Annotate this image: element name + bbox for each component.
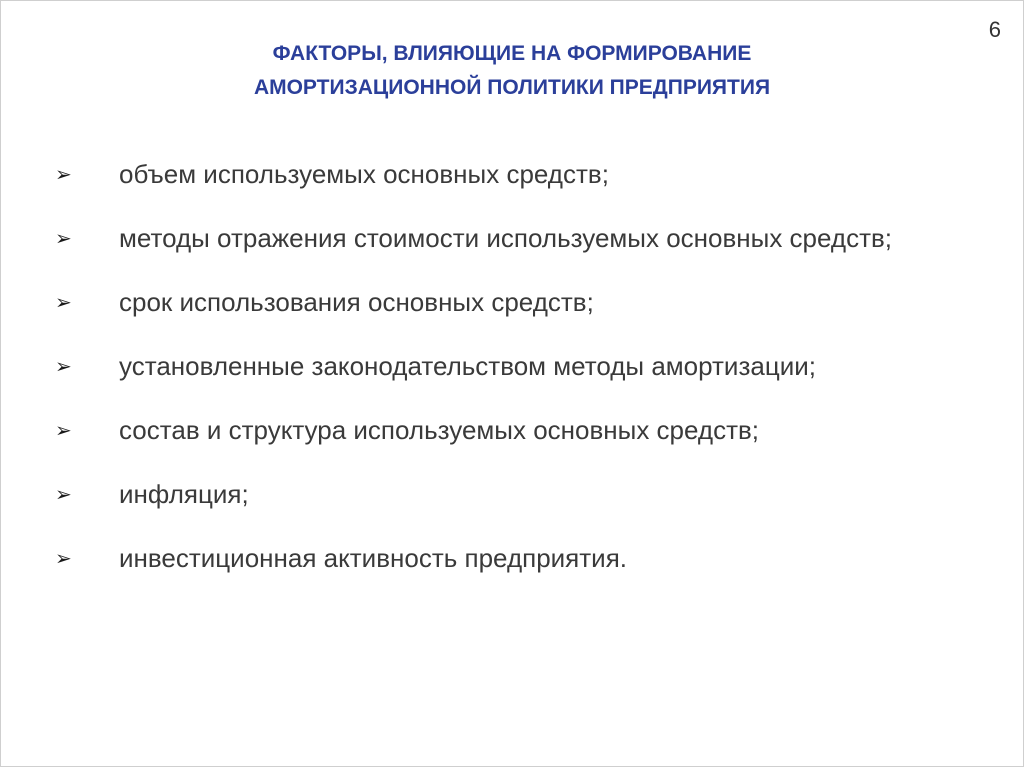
slide-title [1, 37, 1023, 105]
arrow-bullet-icon: ➢ [55, 420, 72, 442]
arrow-bullet-icon: ➢ [55, 292, 72, 314]
list-item [55, 151, 975, 198]
list-item-text: методы отражения стоимости используемых основных средств; [119, 223, 893, 253]
list-item-text: срок использования основных средств; [119, 287, 594, 317]
list-item [55, 215, 975, 262]
list-item-text: установленные законодательством методы амортизации; [119, 351, 816, 381]
title-line-2: АМОРТИЗАЦИОННОЙ ПОЛИТИКИ ПРЕДПРИЯТИЯ [253, 76, 771, 99]
list-item [55, 279, 975, 326]
list-item-text: инвестиционная активность предприятия. [119, 543, 627, 573]
arrow-bullet-icon: ➢ [55, 228, 72, 250]
arrow-bullet-icon: ➢ [55, 356, 72, 378]
factors-list [55, 151, 975, 599]
title-line-1: ФАКТОРЫ, ВЛИЯЮЩИЕ НА ФОРМИРОВАНИЕ [272, 42, 752, 65]
list-item [55, 471, 975, 518]
list-item [55, 343, 975, 390]
list-item [55, 535, 975, 582]
arrow-bullet-icon: ➢ [55, 484, 72, 506]
list-item-text: объем используемых основных средств; [119, 159, 609, 189]
list-item-text: состав и структура используемых основных средств; [119, 415, 760, 445]
list-item [55, 407, 975, 454]
page-number: 6 [988, 17, 1001, 42]
list-item-text: инфляция; [119, 479, 249, 509]
arrow-bullet-icon: ➢ [55, 548, 72, 570]
arrow-bullet-icon: ➢ [55, 164, 72, 186]
